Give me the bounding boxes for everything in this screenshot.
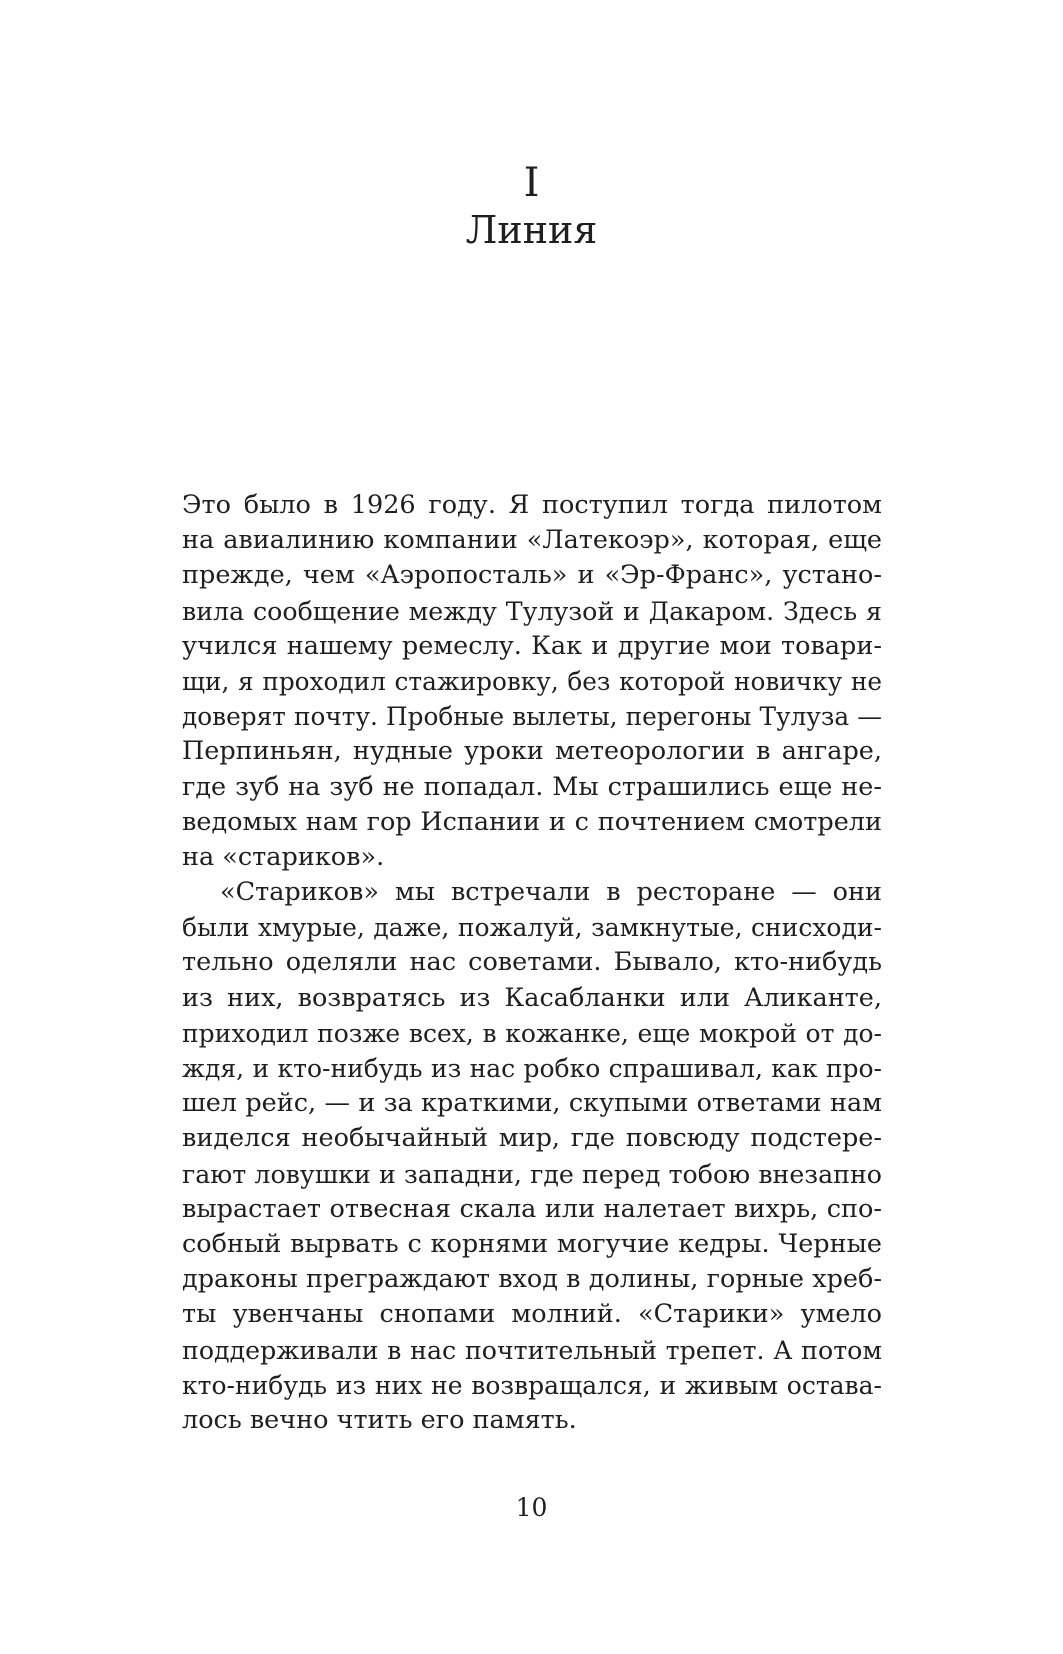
text-line: гают ловушки и западни, где перед тобою внезапно: [182, 1159, 882, 1189]
text-line: кто-нибудь из них не возвращался, и живым остава-: [182, 1370, 882, 1400]
text-line: приходил позже всех, в кожанке, еще мокрой от до-: [182, 1018, 882, 1048]
text-line: ты увенчаны снопами молний. «Старики» умело: [182, 1299, 882, 1330]
text-line: щи, я проходил стажировку, без которой новичку не: [182, 666, 882, 696]
chapter-number: I: [523, 160, 540, 206]
text-line: лось вечно чтить его память.: [182, 1404, 577, 1435]
text-line: собный вырвать с корнями могучие кедры. Черные: [182, 1228, 882, 1259]
text-line: вырастает отвесная скала или налетает вихрь, спо-: [182, 1193, 882, 1224]
text-line: виделся необычайный мир, где повсюду подстере-: [182, 1123, 882, 1154]
text-line: тельно оделяли нас советами. Бывало, кто-нибудь: [182, 947, 882, 978]
text-line: где зуб на зуб не попадал. Мы страшились еще не-: [182, 771, 882, 802]
text-line: Это было в 1926 году. Я поступил тогда пилотом: [182, 490, 882, 520]
text-line: вила сообщение между Тулузой и Дакаром. Здесь я: [182, 596, 882, 626]
text-line: «Стариков» мы встречали в ресторане — они: [220, 877, 882, 908]
text-line: драконы преграждают вход в долины, горные хреб-: [182, 1264, 882, 1295]
paragraph: [182, 875, 882, 1438]
text-line: на авиалинию компании «Латекоэр», которая, еще: [182, 525, 882, 556]
text-line: поддерживали в нас почтительный трепет. А потом: [182, 1335, 882, 1365]
body-text: [182, 488, 882, 1438]
text-line: учился нашему ремеслу. Как и другие мои товари-: [182, 630, 882, 661]
text-line: на «стариков».: [182, 841, 385, 872]
chapter-title: Линия: [465, 208, 598, 252]
text-line: Перпиньян, нудные уроки метеорологии в ангаре,: [182, 736, 882, 767]
text-line: прежде, чем «Аэропосталь» и «Эр-Франс», устано-: [182, 560, 882, 591]
text-line: были хмурые, даже, пожалуй, замкнутые, снисходи-: [182, 913, 882, 943]
text-line: доверят почту. Пробные вылеты, перегоны Тулуза —: [182, 702, 882, 732]
chapter-heading: [0, 162, 1063, 254]
paragraph: [182, 488, 882, 875]
text-line: ведомых нам гор Испании и с почтением смотрели: [182, 806, 882, 837]
text-line: ждя, и кто-нибудь из нас робко спрашивал, как про-: [182, 1054, 882, 1083]
text-line: шел рейс, — и за краткими, скупыми ответами нам: [182, 1088, 882, 1119]
page-number: 10: [515, 1493, 548, 1522]
text-line: из них, возвратясь из Касабланки или Аликанте,: [182, 982, 882, 1013]
